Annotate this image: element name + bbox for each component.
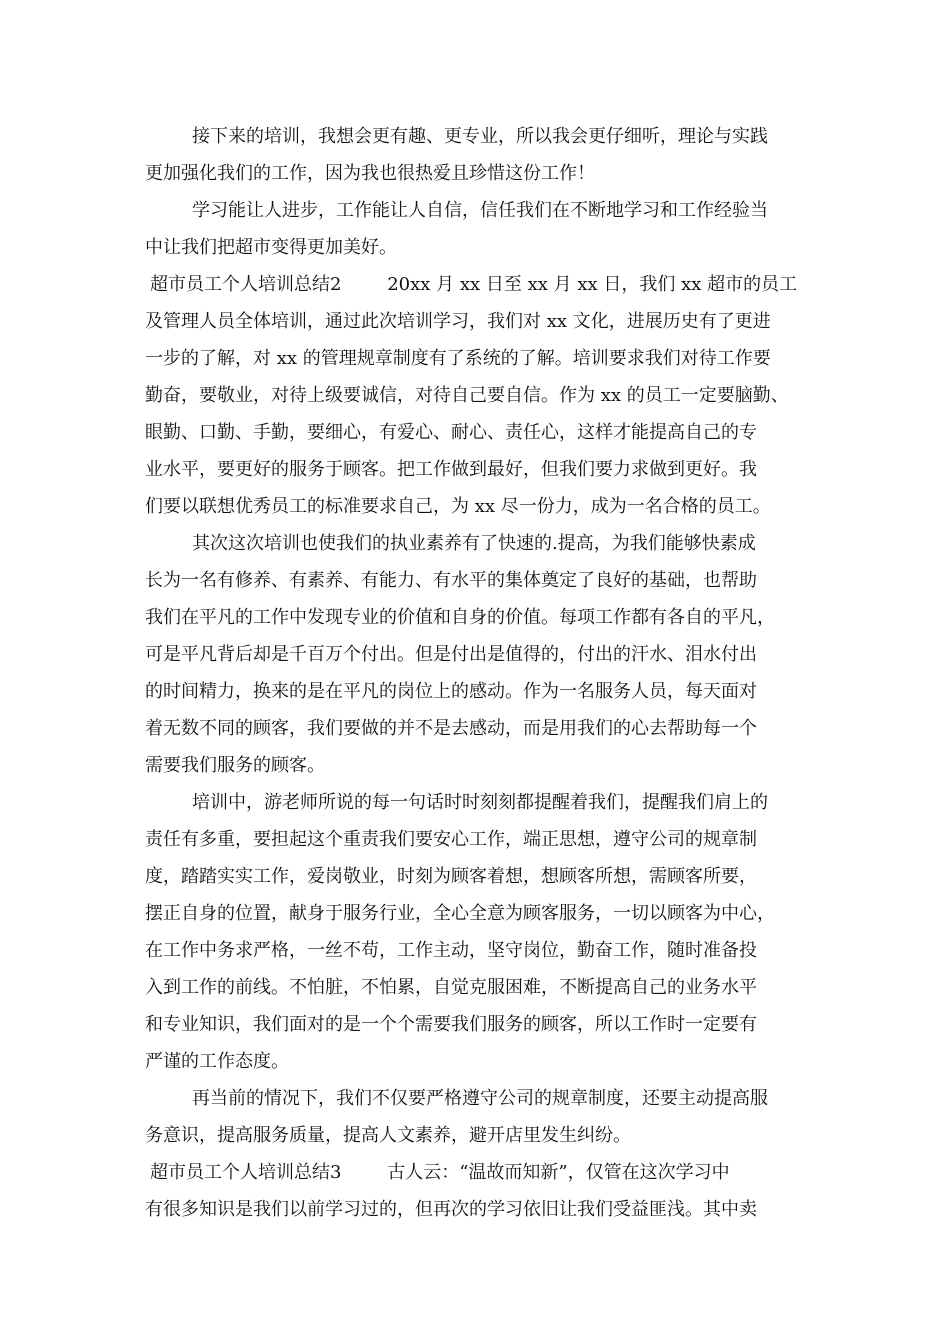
section-heading-line: 超市员工个人培训总结2 20xx 月 xx 日至 xx 月 xx 日，我们 xx 超市的员工 (150, 274, 798, 295)
paragraph-line: 勤奋，要敬业，对待上级要诚信，对待自己要自信。作为 xx 的员工一定要脑勤、 (145, 385, 789, 406)
paragraph-line: 业水平，要更好的服务于顾客。把工作做到最好，但我们要力求做到更好。我 (145, 459, 757, 480)
paragraph-line: 接下来的培训，我想会更有趣、更专业，所以我会更仔细听，理论与实践 (192, 126, 768, 147)
section-heading-line: 超市员工个人培训总结3 古人云：“温故而知新”，仅管在这次学习中 (150, 1162, 730, 1183)
paragraph-line: 更加强化我们的工作，因为我也很热爱且珍惜这份工作！ (145, 163, 595, 184)
paragraph-line: 中让我们把超市变得更加美好。 (145, 237, 397, 258)
paragraph-line: 务意识，提高服务质量，提高人文素养，避开店里发生纠纷。 (145, 1125, 631, 1146)
paragraph-line: 需要我们服务的顾客。 (145, 755, 325, 776)
paragraph-line: 有很多知识是我们以前学习过的，但再次的学习依旧让我们受益匪浅。其中卖 (145, 1199, 757, 1220)
paragraph-line: 其次这次培训也使我们的执业素养有了快速的.提高，为我们能够快素成 (192, 533, 756, 554)
paragraph-line: 严谨的工作态度。 (145, 1051, 289, 1072)
paragraph-line: 入到工作的前线。不怕脏，不怕累，自觉克服困难，不断提高自己的业务水平 (145, 977, 757, 998)
paragraph-line: 着无数不同的顾客，我们要做的并不是去感动，而是用我们的心去帮助每一个 (145, 718, 757, 739)
paragraph-line: 眼勤、口勤、手勤，要细心，有爱心、耐心、责任心，这样才能提高自己的专 (145, 422, 757, 443)
paragraph-line: 我们在平凡的工作中发现专业的价值和自身的价值。每项工作都有各自的平凡， (145, 607, 775, 628)
paragraph-line: 学习能让人进步，工作能让人自信，信任我们在不断地学习和工作经验当 (192, 200, 768, 221)
paragraph-line: 责任有多重，要担起这个重责我们要安心工作，端正思想，遵守公司的规章制 (145, 829, 757, 850)
paragraph-line: 在工作中务求严格，一丝不苟，工作主动，坚守岗位，勤奋工作，随时准备投 (145, 940, 757, 961)
paragraph-line: 们要以联想优秀员工的标准要求自己，为 xx 尽一份力，成为一名合格的员工。 (145, 496, 771, 517)
paragraph-line: 摆正自身的位置，献身于服务行业，全心全意为顾客服务，一切以顾客为中心， (145, 903, 775, 924)
paragraph-line: 再当前的情况下，我们不仅要严格遵守公司的规章制度，还要主动提高服 (192, 1088, 768, 1109)
paragraph-line: 一步的了解，对 xx 的管理规章制度有了系统的了解。培训要求我们对待工作要 (145, 348, 771, 369)
paragraph-line: 和专业知识，我们面对的是一个个需要我们服务的顾客，所以工作时一定要有 (145, 1014, 757, 1035)
paragraph-line: 培训中，游老师所说的每一句话时时刻刻都提醒着我们，提醒我们肩上的 (192, 792, 768, 813)
paragraph-line: 可是平凡背后却是千百万个付出。但是付出是值得的，付出的汗水、泪水付出 (145, 644, 757, 665)
paragraph-line: 长为一名有修养、有素养、有能力、有水平的集体奠定了良好的基础，也帮助 (145, 570, 757, 591)
paragraph-line: 及管理人员全体培训，通过此次培训学习，我们对 xx 文化，进展历史有了更进 (145, 311, 771, 332)
paragraph-line: 的时间精力，换来的是在平凡的岗位上的感动。作为一名服务人员，每天面对 (145, 681, 757, 702)
paragraph-line: 度，踏踏实实工作，爱岗敬业，时刻为顾客着想，想顾客所想，需顾客所要， (145, 866, 757, 887)
